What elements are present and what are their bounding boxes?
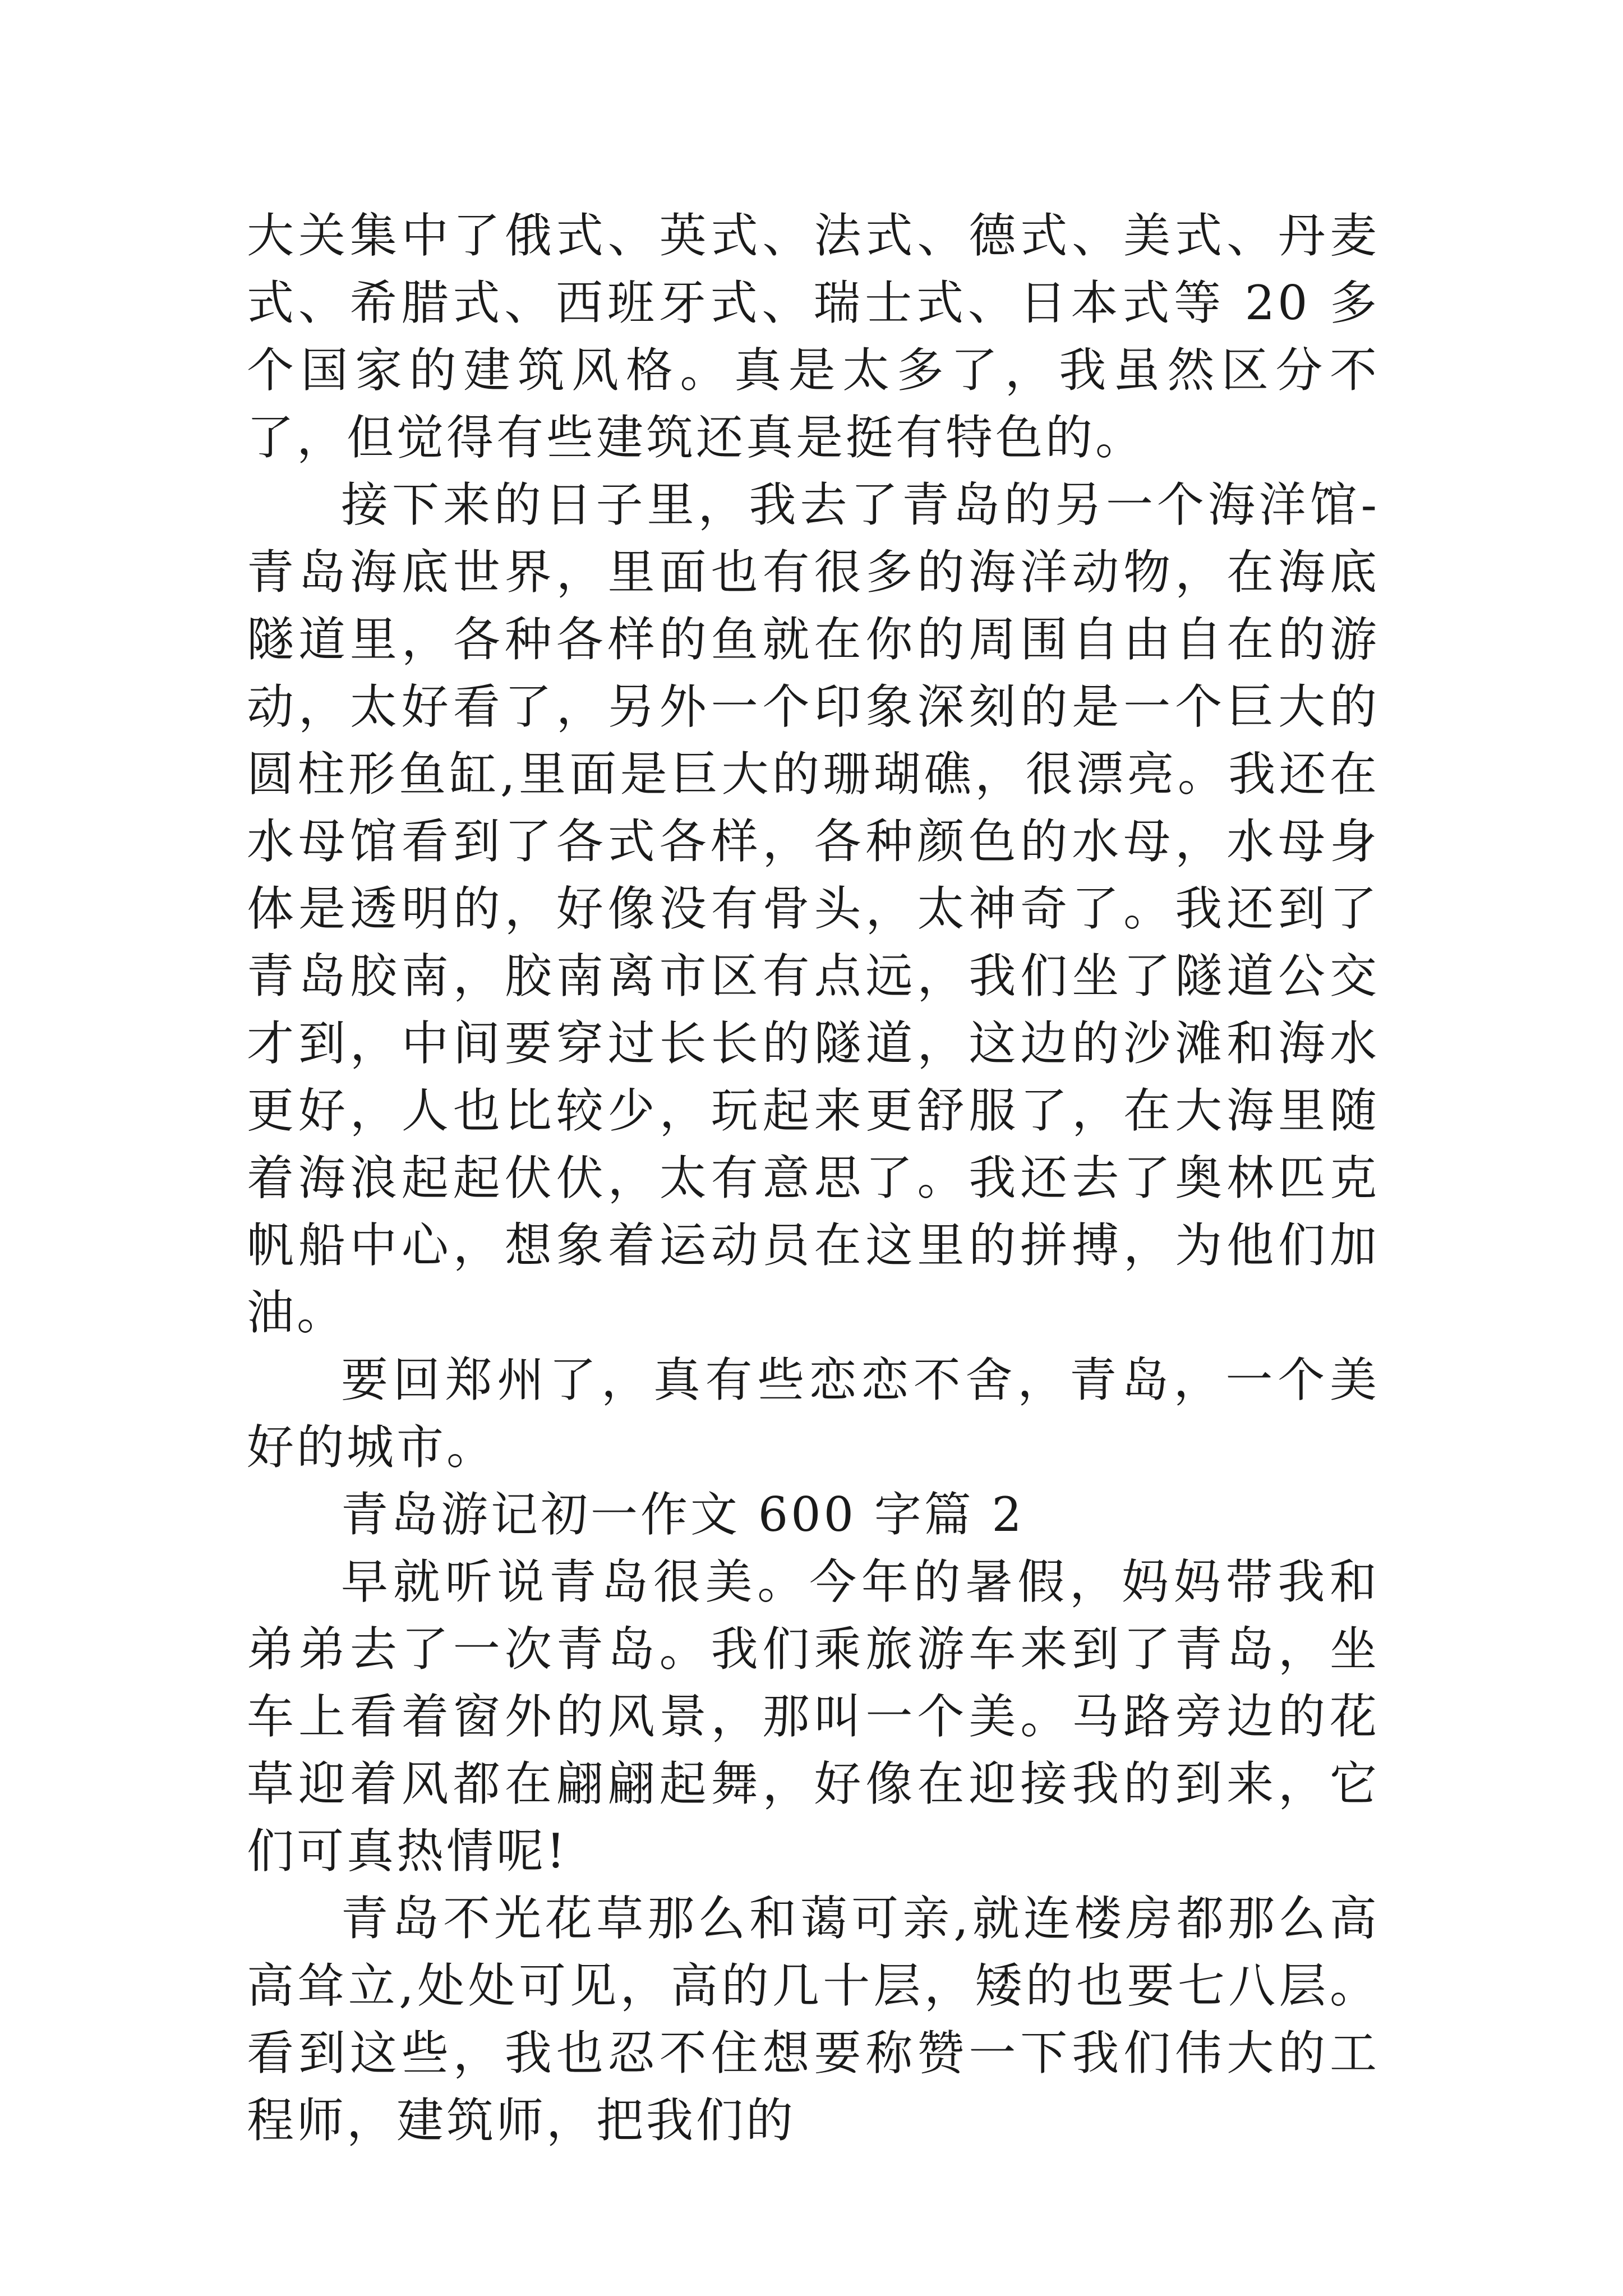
paragraph-underwater-world: 接下来的日子里，我去了青岛的另一个海洋馆-青岛海底世界，里面也有很多的海洋动物，在海底隧道里，各种各样的鱼就在你的周围自由自在的游动，太好看了，另外一个印象深刻的是一个巨大的圆柱形鱼缸,里面是巨大的珊瑚礁，很漂亮。我还在水母馆看到了各式各样，各种颜色的水母，水母身体是透明的，好像没有骨头，太神奇了。我还到了青岛胶南，胶南离市区有点远，我们坐了隧道公交才到，中间要穿过长长的隧道，这边的沙滩和海水更好，人也比较少，玩起来更舒服了，在大海里随着海浪起起伏伏，太有意思了。我还去了奥林匹克帆船中心，想象着运动员在这里的拼搏，为他们加油。 — [247, 477, 1380, 1340]
document-body — [247, 202, 1380, 2154]
paragraph-farewell: 要回郑州了，真有些恋恋不舍，青岛，一个美好的城市。 — [247, 1352, 1380, 1475]
paragraph-arrival: 早就听说青岛很美。今年的暑假，妈妈带我和弟弟去了一次青岛。我们乘旅游车来到了青岛，坐车上看着窗外的风景，那叫一个美。马路旁边的花草迎着风都在翩翩起舞，好像在迎接我的到来，它们可真热情呢! — [247, 1554, 1380, 1879]
section-heading: 青岛游记初一作文 600 字篇 2 — [341, 1487, 1025, 1542]
paragraph-buildings: 青岛不光花草那么和蔼可亲,就连楼房都那么高高耸立,处处可见，高的几十层，矮的也要七八层。看到这些，我也忍不住想要称赞一下我们伟大的工程师，建筑师，把我们的 — [247, 1891, 1380, 2148]
paragraph-architecture: 大关集中了俄式、英式、法式、德式、美式、丹麦式、希腊式、西班牙式、瑞士式、日本式等 20 多个国家的建筑风格。真是太多了，我虽然区分不了，但觉得有些建筑还真是挺有特色的。 — [247, 208, 1380, 465]
